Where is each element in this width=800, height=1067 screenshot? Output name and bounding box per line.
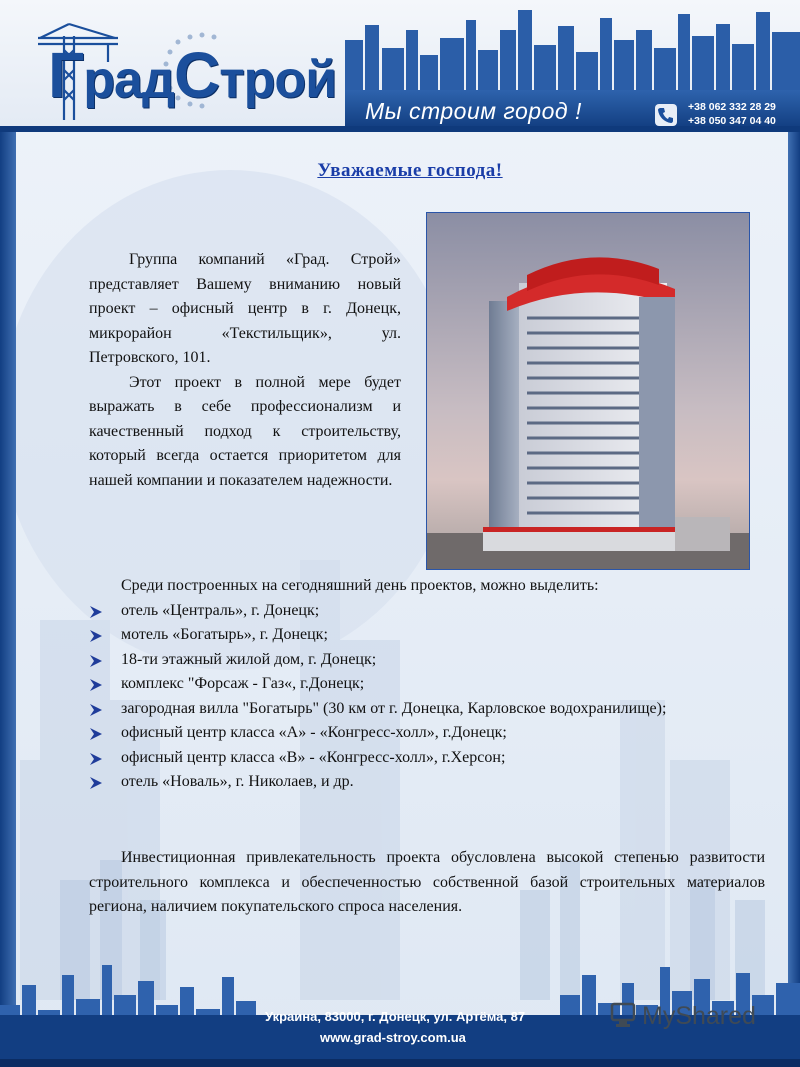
intro-paragraph-1: Группа компаний «Град. Строй» представляет Вашему вниманию новый проект – офисный центр в г. Донецк, микрорайон «Текстильщик», ул. Петровского, 101. [89, 251, 401, 366]
list-item [89, 746, 779, 771]
list-item [89, 697, 779, 722]
phone-1[interactable]: +38 062 332 28 29 [688, 101, 776, 113]
arrow-bullet-icon [89, 776, 103, 790]
logo-letter-s: С [173, 39, 220, 111]
page-title: Уважаемые господа! [317, 160, 503, 181]
arrow-bullet-icon [89, 703, 103, 717]
office-tower-image [427, 213, 749, 569]
project-items [89, 599, 779, 795]
building-photo [426, 212, 750, 570]
slogan: Мы строим город ! [365, 98, 582, 124]
list-intro: Среди построенных на сегодняшний день проектов, можно выделить: [121, 577, 599, 594]
list-item [89, 672, 779, 697]
list-item-text: отель «Новаль», г. Николаев, и др. [121, 773, 354, 790]
intro-text [89, 248, 401, 493]
arrow-bullet-icon [89, 727, 103, 741]
list-item [89, 648, 779, 673]
list-item-text: офисный центр класса «А» - «Конгресс-холл», г.Донецк; [121, 724, 507, 741]
myshared-logo-icon [610, 1002, 638, 1028]
footer-address: Украина, 83000, г. Донецк, ул. Артёма, 87 [265, 1009, 526, 1024]
list-item-text: офисный центр класса «В» - «Конгресс-холл», г.Херсон; [121, 748, 506, 766]
list-item-text: 18-ти этажный жилой дом, г. Донецк; [121, 650, 377, 668]
myshared-watermark [610, 1002, 756, 1031]
phone-icon [655, 104, 677, 126]
list-item [89, 599, 779, 624]
list-item-text: отель «Централь», г. Донецк; [121, 601, 320, 619]
arrow-bullet-icon [89, 678, 103, 692]
arrow-bullet-icon [89, 605, 103, 619]
myshared-text: MyShared [642, 1002, 756, 1030]
intro-paragraph-2: Этот проект в полной мере будет выражать в себе профессионализм и качественный подход к строительству, который всегда остается приоритетом для нашей компании и показателем надежности. [89, 373, 401, 489]
projects-list [89, 574, 779, 795]
logo-part-troy: трой [219, 51, 337, 109]
logo-letter-g: Г [48, 39, 84, 111]
header [0, 0, 800, 132]
list-item [89, 770, 779, 795]
list-item [89, 623, 779, 648]
frame-left-border [0, 130, 16, 1067]
list-item-text: комплекс "Форсаж - Газ«, г.Донецк; [121, 675, 365, 692]
investment-paragraph: Инвестиционная привлекательность проекта обусловлена высокой степенью развитости строительного комплекса и обеспеченностью собственной базой строительных материалов региона, наличием покупательского спроса населения. [89, 849, 765, 915]
list-item [89, 721, 779, 746]
footer-website-link[interactable]: www.grad-stroy.com.ua [320, 1030, 466, 1045]
phone-numbers [688, 100, 776, 128]
arrow-bullet-icon [89, 654, 103, 668]
list-item-text: мотель «Богатырь», г. Донецк; [121, 626, 328, 643]
phone-2[interactable]: +38 050 347 04 40 [688, 115, 776, 127]
arrow-bullet-icon [89, 752, 103, 766]
logo-part-rad: рад [83, 51, 174, 109]
logo[interactable] [48, 38, 336, 112]
frame-right-border [788, 130, 800, 1067]
arrow-bullet-icon [89, 629, 103, 643]
list-item-text: загородная вилла "Богатырь" (30 км от г. Донецка, Карловское водохранилище); [121, 699, 667, 717]
